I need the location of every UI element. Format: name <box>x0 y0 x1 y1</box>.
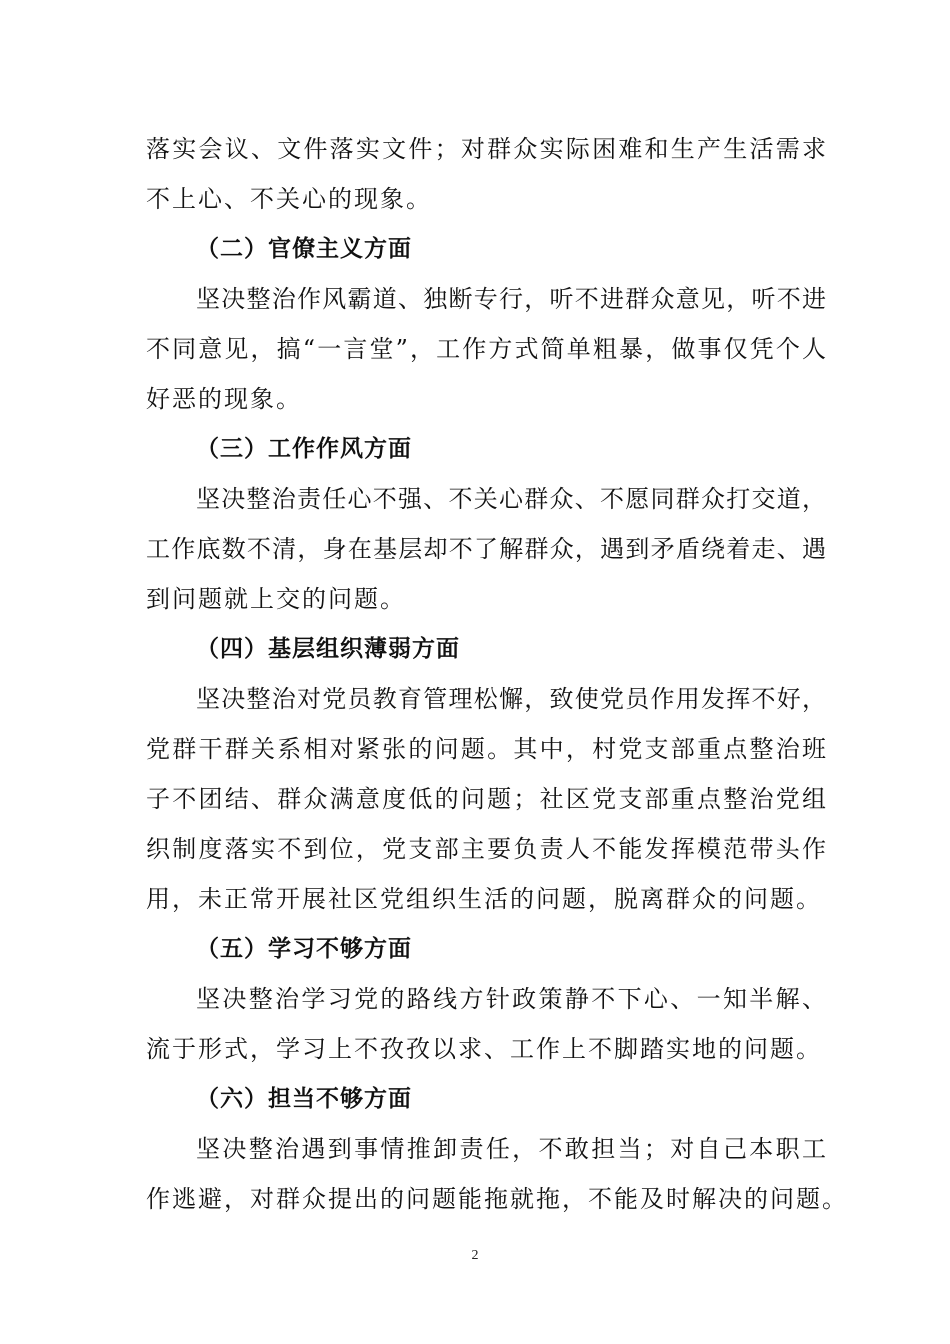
paragraph-line: 到问题就上交的问题。 <box>146 585 406 613</box>
section-heading: （三）工作作风方面 <box>196 436 412 462</box>
paragraph-line: 不上心、不关心的现象。 <box>146 185 432 213</box>
paragraph-line: 坚决整治责任心不强、不关心群众、不愿同群众打交道， <box>196 485 826 513</box>
paragraph-line: 流于形式，学习上不孜孜以求、工作上不脚踏实地的问题。 <box>146 1035 822 1063</box>
section-heading: （四）基层组织薄弱方面 <box>196 636 460 662</box>
section-heading: （六）担当不够方面 <box>196 1086 412 1112</box>
paragraph-line: 织制度落实不到位，党支部主要负责人不能发挥模范带头作 <box>146 835 826 863</box>
paragraph-line: 坚决整治对党员教育管理松懈，致使党员作用发挥不好， <box>196 685 826 713</box>
paragraph-line: 党群干群关系相对紧张的问题。其中，村党支部重点整治班 <box>146 735 826 763</box>
paragraph-line: 好恶的现象。 <box>146 385 302 413</box>
paragraph-line: 工作底数不清，身在基层却不了解群众，遇到矛盾绕着走、遇 <box>146 535 826 563</box>
paragraph-line: 用，未正常开展社区党组织生活的问题，脱离群众的问题。 <box>146 885 822 913</box>
section-heading: （二）官僚主义方面 <box>196 236 412 262</box>
section-heading: （五）学习不够方面 <box>196 936 412 962</box>
paragraph-line: 坚决整治学习党的路线方针政策静不下心、一知半解、 <box>196 985 826 1013</box>
document-body <box>146 124 848 1224</box>
paragraph-line: 不同意见，搞“一言堂”，工作方式简单粗暴，做事仅凭个人 <box>146 335 826 363</box>
paragraph-line: 坚决整治遇到事情推卸责任，不敢担当；对自己本职工 <box>196 1135 826 1163</box>
paragraph-line: 坚决整治作风霸道、独断专行，听不进群众意见，听不进 <box>196 285 826 313</box>
paragraph-line: 落实会议、文件落实文件；对群众实际困难和生产生活需求 <box>146 135 826 163</box>
paragraph-line: 作逃避，对群众提出的问题能拖就拖，不能及时解决的问题。 <box>146 1185 848 1213</box>
page-number: 2 <box>471 1248 479 1263</box>
paragraph-line: 子不团结、群众满意度低的问题；社区党支部重点整治党组 <box>146 785 826 813</box>
